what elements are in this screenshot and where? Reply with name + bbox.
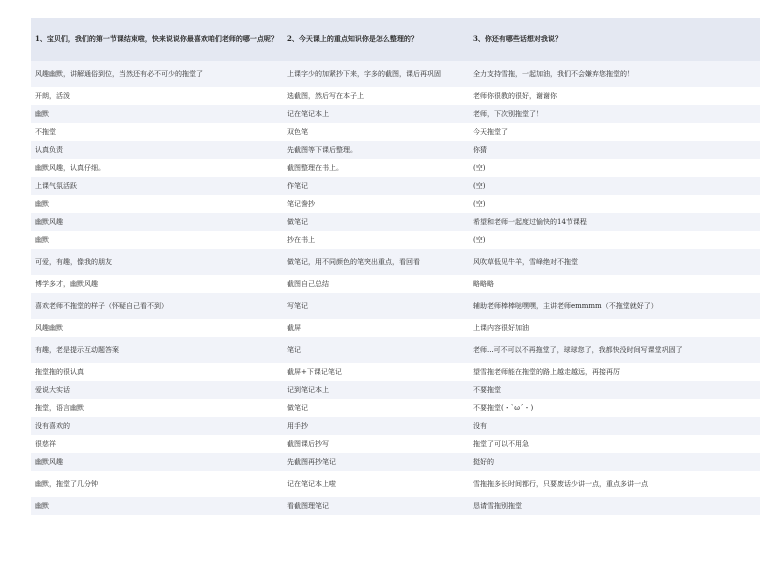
cell-notes-method: 记在笔记本上啦 — [283, 471, 469, 497]
table-row — [31, 275, 760, 293]
cell-favorite-point: 不拖堂 — [31, 123, 283, 141]
table-row — [31, 195, 760, 213]
table-row — [31, 141, 760, 159]
column-header-notes-method: 2、今天课上的重点知识你是怎么整理的？ — [283, 18, 469, 61]
header-row — [31, 18, 760, 61]
table-header — [31, 18, 760, 61]
table-row — [31, 471, 760, 497]
cell-notes-method: 做笔记 — [283, 213, 469, 231]
cell-message: (空) — [469, 231, 760, 249]
cell-message: 你猜 — [469, 141, 760, 159]
cell-notes-method: 先截图再抄笔记 — [283, 453, 469, 471]
cell-notes-method: 记到笔记本上 — [283, 381, 469, 399]
table-row — [31, 319, 760, 337]
cell-message: 希望和老师一起度过愉快的14节课程 — [469, 213, 760, 231]
cell-favorite-point: 幽默风趣 — [31, 213, 283, 231]
table-row — [31, 87, 760, 105]
cell-notes-method: 截图自己总结 — [283, 275, 469, 293]
cell-message: 拖堂了可以不用急 — [469, 435, 760, 453]
cell-favorite-point: 幽默 — [31, 195, 283, 213]
cell-favorite-point: 上课气氛活跃 — [31, 177, 283, 195]
table-row — [31, 249, 760, 275]
table-row — [31, 381, 760, 399]
cell-notes-method: 笔记 — [283, 337, 469, 363]
cell-favorite-point: 博学多才，幽默风趣 — [31, 275, 283, 293]
cell-message: 辅助老师棒棒哒嘿嘿，主讲老师emmmm（不拖堂就好了） — [469, 293, 760, 319]
cell-notes-method: 笔记誊抄 — [283, 195, 469, 213]
cell-favorite-point: 幽默风趣，认真仔细。 — [31, 159, 283, 177]
cell-notes-method: 作笔记 — [283, 177, 469, 195]
cell-message: (空) — [469, 195, 760, 213]
cell-notes-method: 记在笔记本上 — [283, 105, 469, 123]
table-row — [31, 497, 760, 515]
cell-favorite-point: 可爱，有趣，像我的朋友 — [31, 249, 283, 275]
table-row — [31, 399, 760, 417]
table-row — [31, 159, 760, 177]
table-row — [31, 213, 760, 231]
cell-notes-method: 选截图，然后写在本子上 — [283, 87, 469, 105]
cell-message: 老师...可不可以不再拖堂了，球球您了，我都快没时间写课堂巩固了 — [469, 337, 760, 363]
table-row — [31, 435, 760, 453]
cell-notes-method: 看截图理笔记 — [283, 497, 469, 515]
cell-notes-method: 双色笔 — [283, 123, 469, 141]
cell-message: (空) — [469, 177, 760, 195]
table-row — [31, 363, 760, 381]
cell-message: 老师，下次别拖堂了！ — [469, 105, 760, 123]
survey-responses-table — [31, 18, 760, 515]
table-row — [31, 123, 760, 141]
table-row — [31, 417, 760, 435]
cell-favorite-point: 开朗，活泼 — [31, 87, 283, 105]
cell-message: 上课内容很好加油 — [469, 319, 760, 337]
cell-notes-method: 做笔记 — [283, 399, 469, 417]
cell-favorite-point: 风趣幽默，讲解通俗到位，当然还有必不可少的拖堂了 — [31, 61, 283, 87]
cell-notes-method: 先截图等下课后整理。 — [283, 141, 469, 159]
cell-favorite-point: 风趣幽默 — [31, 319, 283, 337]
cell-favorite-point: 爱说大实话 — [31, 381, 283, 399]
cell-message: 望雪拖老师能在拖堂的路上越走越远，再接再厉 — [469, 363, 760, 381]
cell-message: 今天拖堂了 — [469, 123, 760, 141]
survey-table-container — [31, 18, 760, 566]
cell-favorite-point: 幽默风趣 — [31, 453, 283, 471]
cell-notes-method: 截图整理在书上。 — [283, 159, 469, 177]
cell-message: 老师你很教的很好，谢谢你 — [469, 87, 760, 105]
cell-favorite-point: 幽默，拖堂了几分钟 — [31, 471, 283, 497]
table-row — [31, 177, 760, 195]
cell-message: 风吹草低见牛羊，雪峰绝对不拖堂 — [469, 249, 760, 275]
table-row — [31, 337, 760, 363]
table-row — [31, 105, 760, 123]
cell-message: 恳请雪拖别拖堂 — [469, 497, 760, 515]
cell-notes-method: 用手抄 — [283, 417, 469, 435]
cell-favorite-point: 幽默 — [31, 231, 283, 249]
table-row — [31, 293, 760, 319]
table-body — [31, 61, 760, 515]
cell-favorite-point: 幽默 — [31, 497, 283, 515]
cell-notes-method: 截屏 — [283, 319, 469, 337]
cell-notes-method: 抄在书上 — [283, 231, 469, 249]
table-row — [31, 61, 760, 87]
table-row — [31, 231, 760, 249]
column-header-favorite-point: 1、宝贝们，我们的第一节课结束啦，快来说说你最喜欢咱们老师的哪一点呢？ — [31, 18, 283, 61]
cell-favorite-point: 喜欢老师不拖堂的样子（怀疑自己看不到） — [31, 293, 283, 319]
cell-favorite-point: 认真负责 — [31, 141, 283, 159]
cell-message: 不要拖堂(・ˋωˊ・) — [469, 399, 760, 417]
cell-message: 挺好的 — [469, 453, 760, 471]
cell-message: 略略略 — [469, 275, 760, 293]
cell-message: (空) — [469, 159, 760, 177]
cell-notes-method: 做笔记，用不同颜色的笔突出重点，看回看 — [283, 249, 469, 275]
cell-notes-method: 截图课后抄写 — [283, 435, 469, 453]
cell-message: 雪拖拖多长时间都行，只要废话少讲一点，重点多讲一点 — [469, 471, 760, 497]
cell-favorite-point: 幽默 — [31, 105, 283, 123]
cell-favorite-point: 没有喜欢的 — [31, 417, 283, 435]
cell-message: 全力支持雪拖，一起加油，我们不会嫌弃您拖堂的！ — [469, 61, 760, 87]
cell-message: 没有 — [469, 417, 760, 435]
cell-favorite-point: 有趣，老是提示互动题答案 — [31, 337, 283, 363]
cell-notes-method: 上课字少的加紧抄下来，字多的截图，课后再巩固 — [283, 61, 469, 87]
table-row — [31, 453, 760, 471]
cell-notes-method: 写笔记 — [283, 293, 469, 319]
cell-favorite-point: 拖堂拖的很认真 — [31, 363, 283, 381]
column-header-message: 3、你还有哪些话想对我说？ — [469, 18, 760, 61]
cell-message: 不要拖堂 — [469, 381, 760, 399]
cell-favorite-point: 拖堂，语言幽默 — [31, 399, 283, 417]
cell-favorite-point: 很慈祥 — [31, 435, 283, 453]
cell-notes-method: 截屏+下课记笔记 — [283, 363, 469, 381]
